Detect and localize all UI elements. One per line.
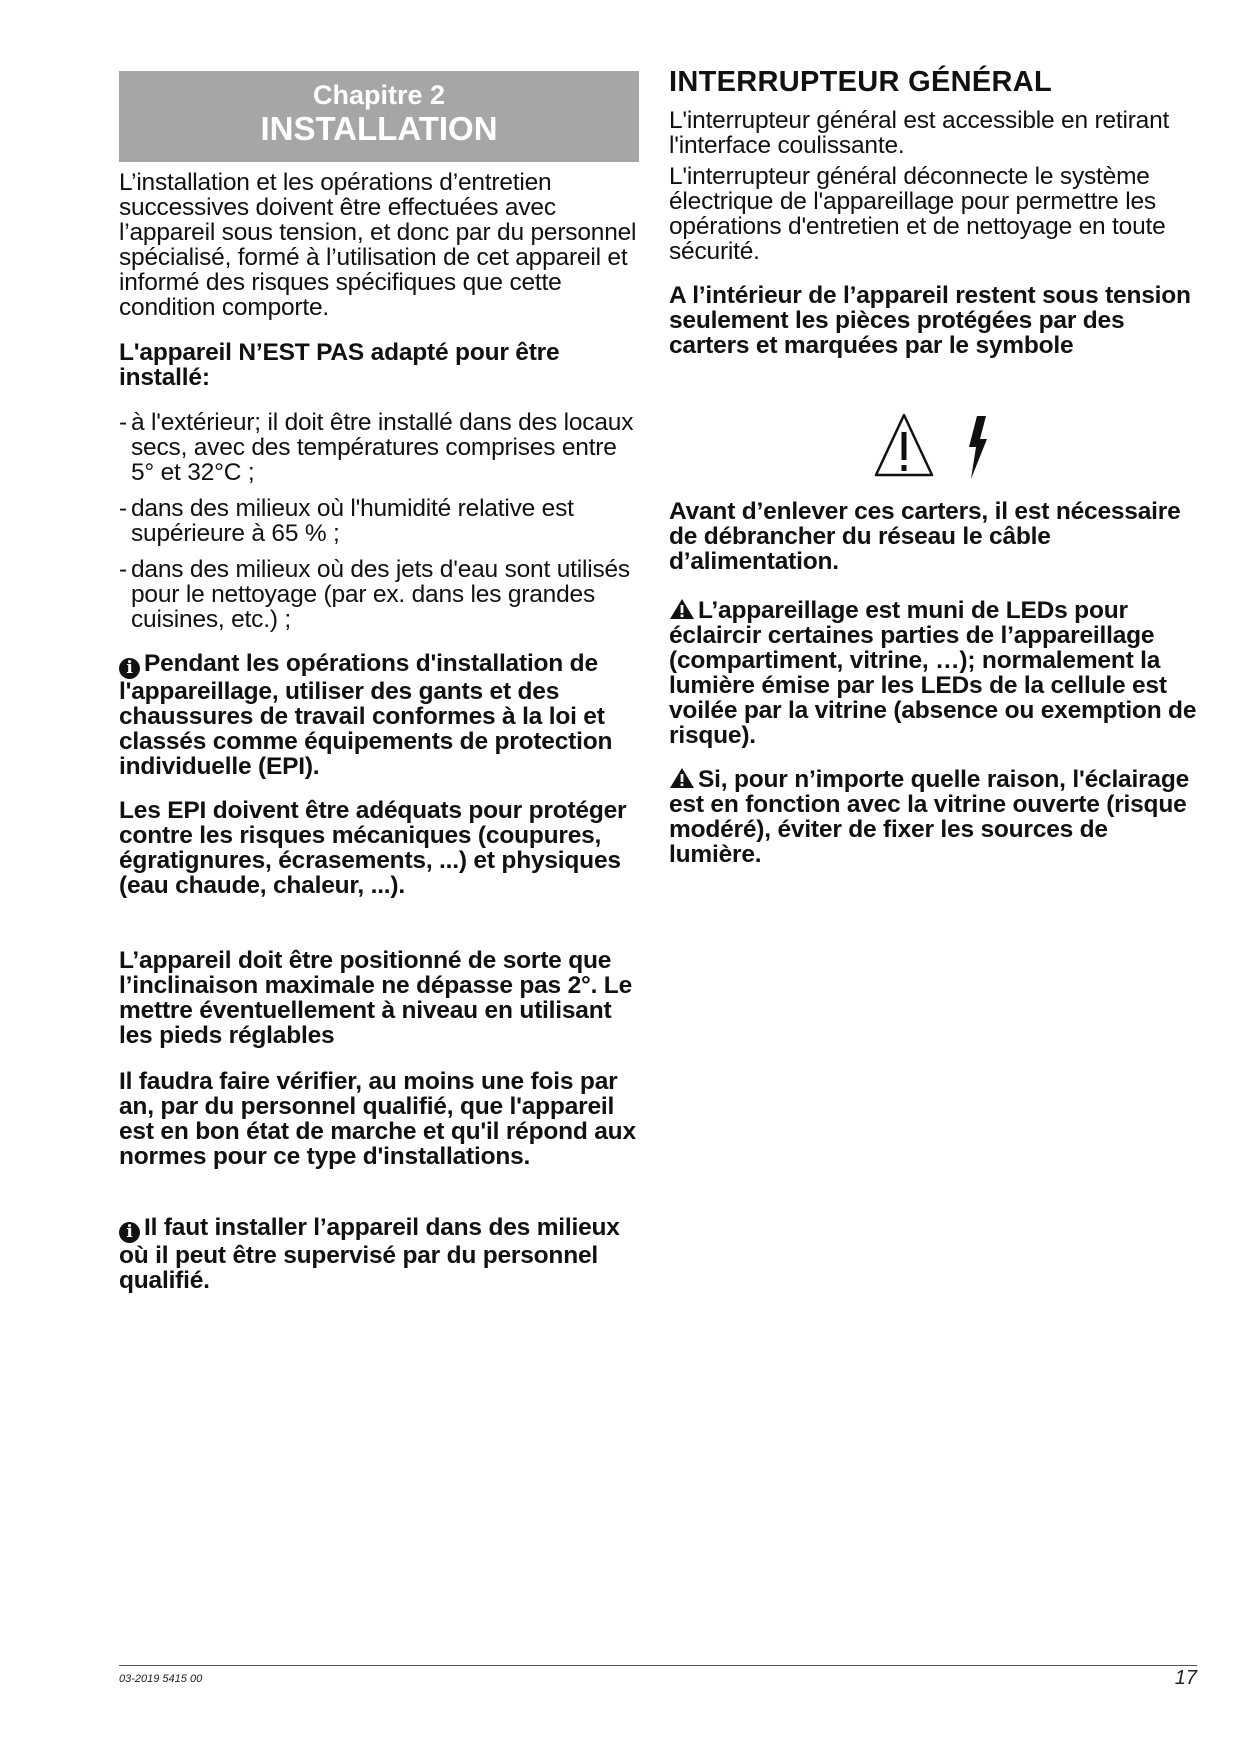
intro-paragraph: L’installation et les opérations d’entretien successives doivent être effectuées avec l’appareil sous tension, et donc par du personnel spécialisé, formé à l’utilisation de cet appareil et informé des risques spécifiques que cette condition comporte. [119,169,637,321]
list-item: - dans des milieux où l'humidité relative est supérieure à 65 % ; [119,495,574,547]
switch-access-paragraph: L'interrupteur général est accessible en retirant l'interface coulissante. [669,107,1170,159]
incline-paragraph: L’appareil doit être positionné de sorte que l’inclinaison maximale ne dépasse pas 2°. Le mettre éventuellement à niveau en utilisant les pieds réglables [119,947,632,1049]
disconnect-paragraph: Avant d’enlever ces carters, il est nécessaire de débrancher du réseau le câble d’alimentation. [669,498,1181,575]
switch-function-paragraph: L'interrupteur général déconnecte le système électrique de l'appareillage pour permettre les opérations d'entretien et de nettoyage en toute sécurité. [669,163,1166,265]
lightning-bolt-icon [969,416,987,479]
page-number: 17 [1174,1667,1197,1689]
list-item: - à l'extérieur; il doit être installé dans des locaux secs, avec des températures comprises entre 5° et 32°C ; [119,409,634,486]
section-heading: INTERRUPTEUR GÉNÉRAL [669,66,1053,98]
chapter-number: Chapitre 2 [312,80,446,110]
document-code: 03-2019 5415 00 [119,1673,203,1685]
yearly-check-paragraph: Il faudra faire vérifier, au moins une fois par an, par du personnel qualifié, que l'appareil est en bon état de marche et qu'il répond aux normes pour ce type d'installations. [119,1068,636,1170]
chapter-header [119,71,639,162]
warning-icon [669,767,695,789]
lighting-notice: Si, pour n’importe quelle raison, l'éclairage est en fonction avec la vitrine ouverte (risque modéré), éviter de fixer les sources de lumière. [669,766,1190,868]
leds-notice: L’appareillage est muni de LEDs pour éclaircir certaines parties de l’appareillage (compartiment, vitrine, …); normalement la lumière émise par les LEDs de la cellule est voilée par la vitrine (absence ou exemption de risque). [669,597,1197,749]
footer-divider [119,1665,1197,1666]
warning-icon [669,598,695,620]
electrical-hazard-symbol [874,413,1014,483]
not-suitable-heading: L'appareil N’EST PAS adapté pour être installé: [119,339,560,391]
info-icon: i [119,1222,140,1243]
chapter-title: INSTALLATION [260,110,498,147]
list-item: - dans des milieux où des jets d'eau sont utilisés pour le nettoyage (par ex. dans les grandes cuisines, etc.) ; [119,556,630,633]
gloves-notice: i Pendant les opérations d'installation de l'appareillage, utiliser des gants et des chaussures de travail conformes à la loi et classés comme équipements de protection individuelle (EPI). [119,650,613,780]
live-parts-paragraph: A l’intérieur de l’appareil restent sous tension seulement les pièces protégées par des carters et marquées par le symbole [669,282,1191,359]
info-icon: i [119,658,140,679]
supervision-notice: i Il faut installer l’appareil dans des milieux où il peut être supervisé par du personnel qualifié. [119,1214,620,1294]
epi-paragraph: Les EPI doivent être adéquats pour protéger contre les risques mécaniques (coupures, égratignures, écrasements, ...) et physiques (eau chaude, chaleur, ...). [119,797,627,899]
